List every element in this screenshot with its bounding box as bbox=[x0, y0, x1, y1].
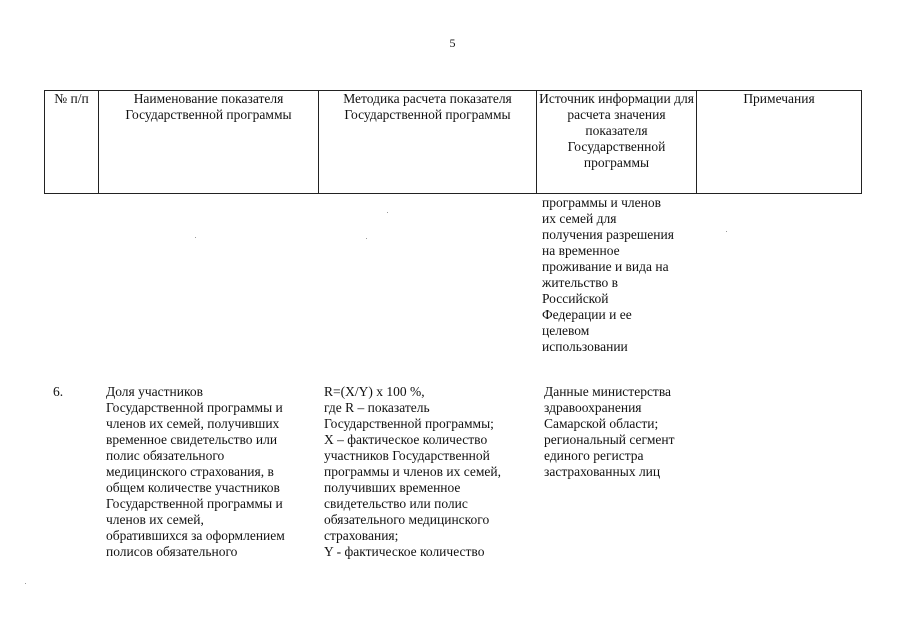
text-line: участников Государственной bbox=[324, 448, 490, 463]
text-line: полис обязательного bbox=[106, 448, 225, 463]
text-line: временное свидетельство или bbox=[106, 432, 278, 447]
text-line: проживание и вида на bbox=[542, 259, 669, 274]
header-calculation-method: Методика расчета показателя Государственной программы bbox=[319, 91, 537, 194]
text-line: Доля участников bbox=[106, 384, 203, 399]
text-line: полисов обязательного bbox=[106, 544, 238, 559]
continued-source-cell bbox=[542, 195, 674, 355]
text-line: Государственной программы; bbox=[324, 416, 494, 431]
text-line: жительство в bbox=[542, 275, 619, 290]
scan-speck bbox=[195, 237, 196, 238]
header-notes: Примечания bbox=[697, 91, 862, 194]
text-line: обратившихся за оформлением bbox=[106, 528, 285, 543]
header-information-source: Источник информации для расчета значения показателя Государственной программы bbox=[537, 91, 697, 194]
text-line: где R – показатель bbox=[324, 400, 430, 415]
text-line: единого регистра bbox=[544, 448, 644, 463]
information-source-cell bbox=[544, 384, 675, 480]
text-line: членов их семей, получивших bbox=[106, 416, 280, 431]
text-line: программы и членов их семей, bbox=[324, 464, 502, 479]
text-line: X – фактическое количество bbox=[324, 432, 488, 447]
text-line: медицинского страхования, в bbox=[106, 464, 274, 479]
text-line: здравоохранения bbox=[544, 400, 642, 415]
text-line: Самарской области; bbox=[544, 416, 659, 431]
scan-speck bbox=[387, 212, 388, 213]
scan-speck bbox=[25, 583, 26, 584]
text-line: региональный сегмент bbox=[544, 432, 675, 447]
text-line: использовании bbox=[542, 339, 628, 354]
text-line: их семей для bbox=[542, 211, 617, 226]
text-line: Данные министерства bbox=[544, 384, 672, 399]
row-number: 6. bbox=[53, 384, 64, 399]
text-line: на временное bbox=[542, 243, 620, 258]
text-line: обязательного медицинского bbox=[324, 512, 490, 527]
page-number: 5 bbox=[449, 36, 456, 50]
text-line: застрахованных лиц bbox=[544, 464, 661, 479]
text-line: программы и членов bbox=[542, 195, 662, 210]
text-line: членов их семей, bbox=[106, 512, 204, 527]
text-line: страхования; bbox=[324, 528, 399, 543]
text-line: целевом bbox=[542, 323, 590, 338]
header-indicator-name: Наименование показателя Государственной программы bbox=[99, 91, 319, 194]
table-header bbox=[44, 90, 862, 194]
formula-line: R=(X/Y) x 100 %, bbox=[324, 384, 425, 399]
text-line: получения разрешения bbox=[542, 227, 674, 242]
indicator-name-cell bbox=[106, 384, 285, 560]
text-line: свидетельство или полис bbox=[324, 496, 468, 511]
header-number: № п/п bbox=[45, 91, 99, 194]
text-line: Российской bbox=[542, 291, 609, 306]
scan-speck bbox=[366, 238, 367, 239]
calculation-method-cell bbox=[324, 384, 501, 560]
text-line: Федерации и ее bbox=[542, 307, 632, 322]
scan-speck bbox=[726, 231, 727, 232]
text-line: общем количестве участников bbox=[106, 480, 280, 495]
text-line: Государственной программы и bbox=[106, 496, 283, 511]
text-line: Y - фактическое количество bbox=[324, 544, 485, 559]
text-line: Государственной программы и bbox=[106, 400, 283, 415]
table-header-row bbox=[45, 91, 862, 194]
text-line: получивших временное bbox=[324, 480, 461, 495]
